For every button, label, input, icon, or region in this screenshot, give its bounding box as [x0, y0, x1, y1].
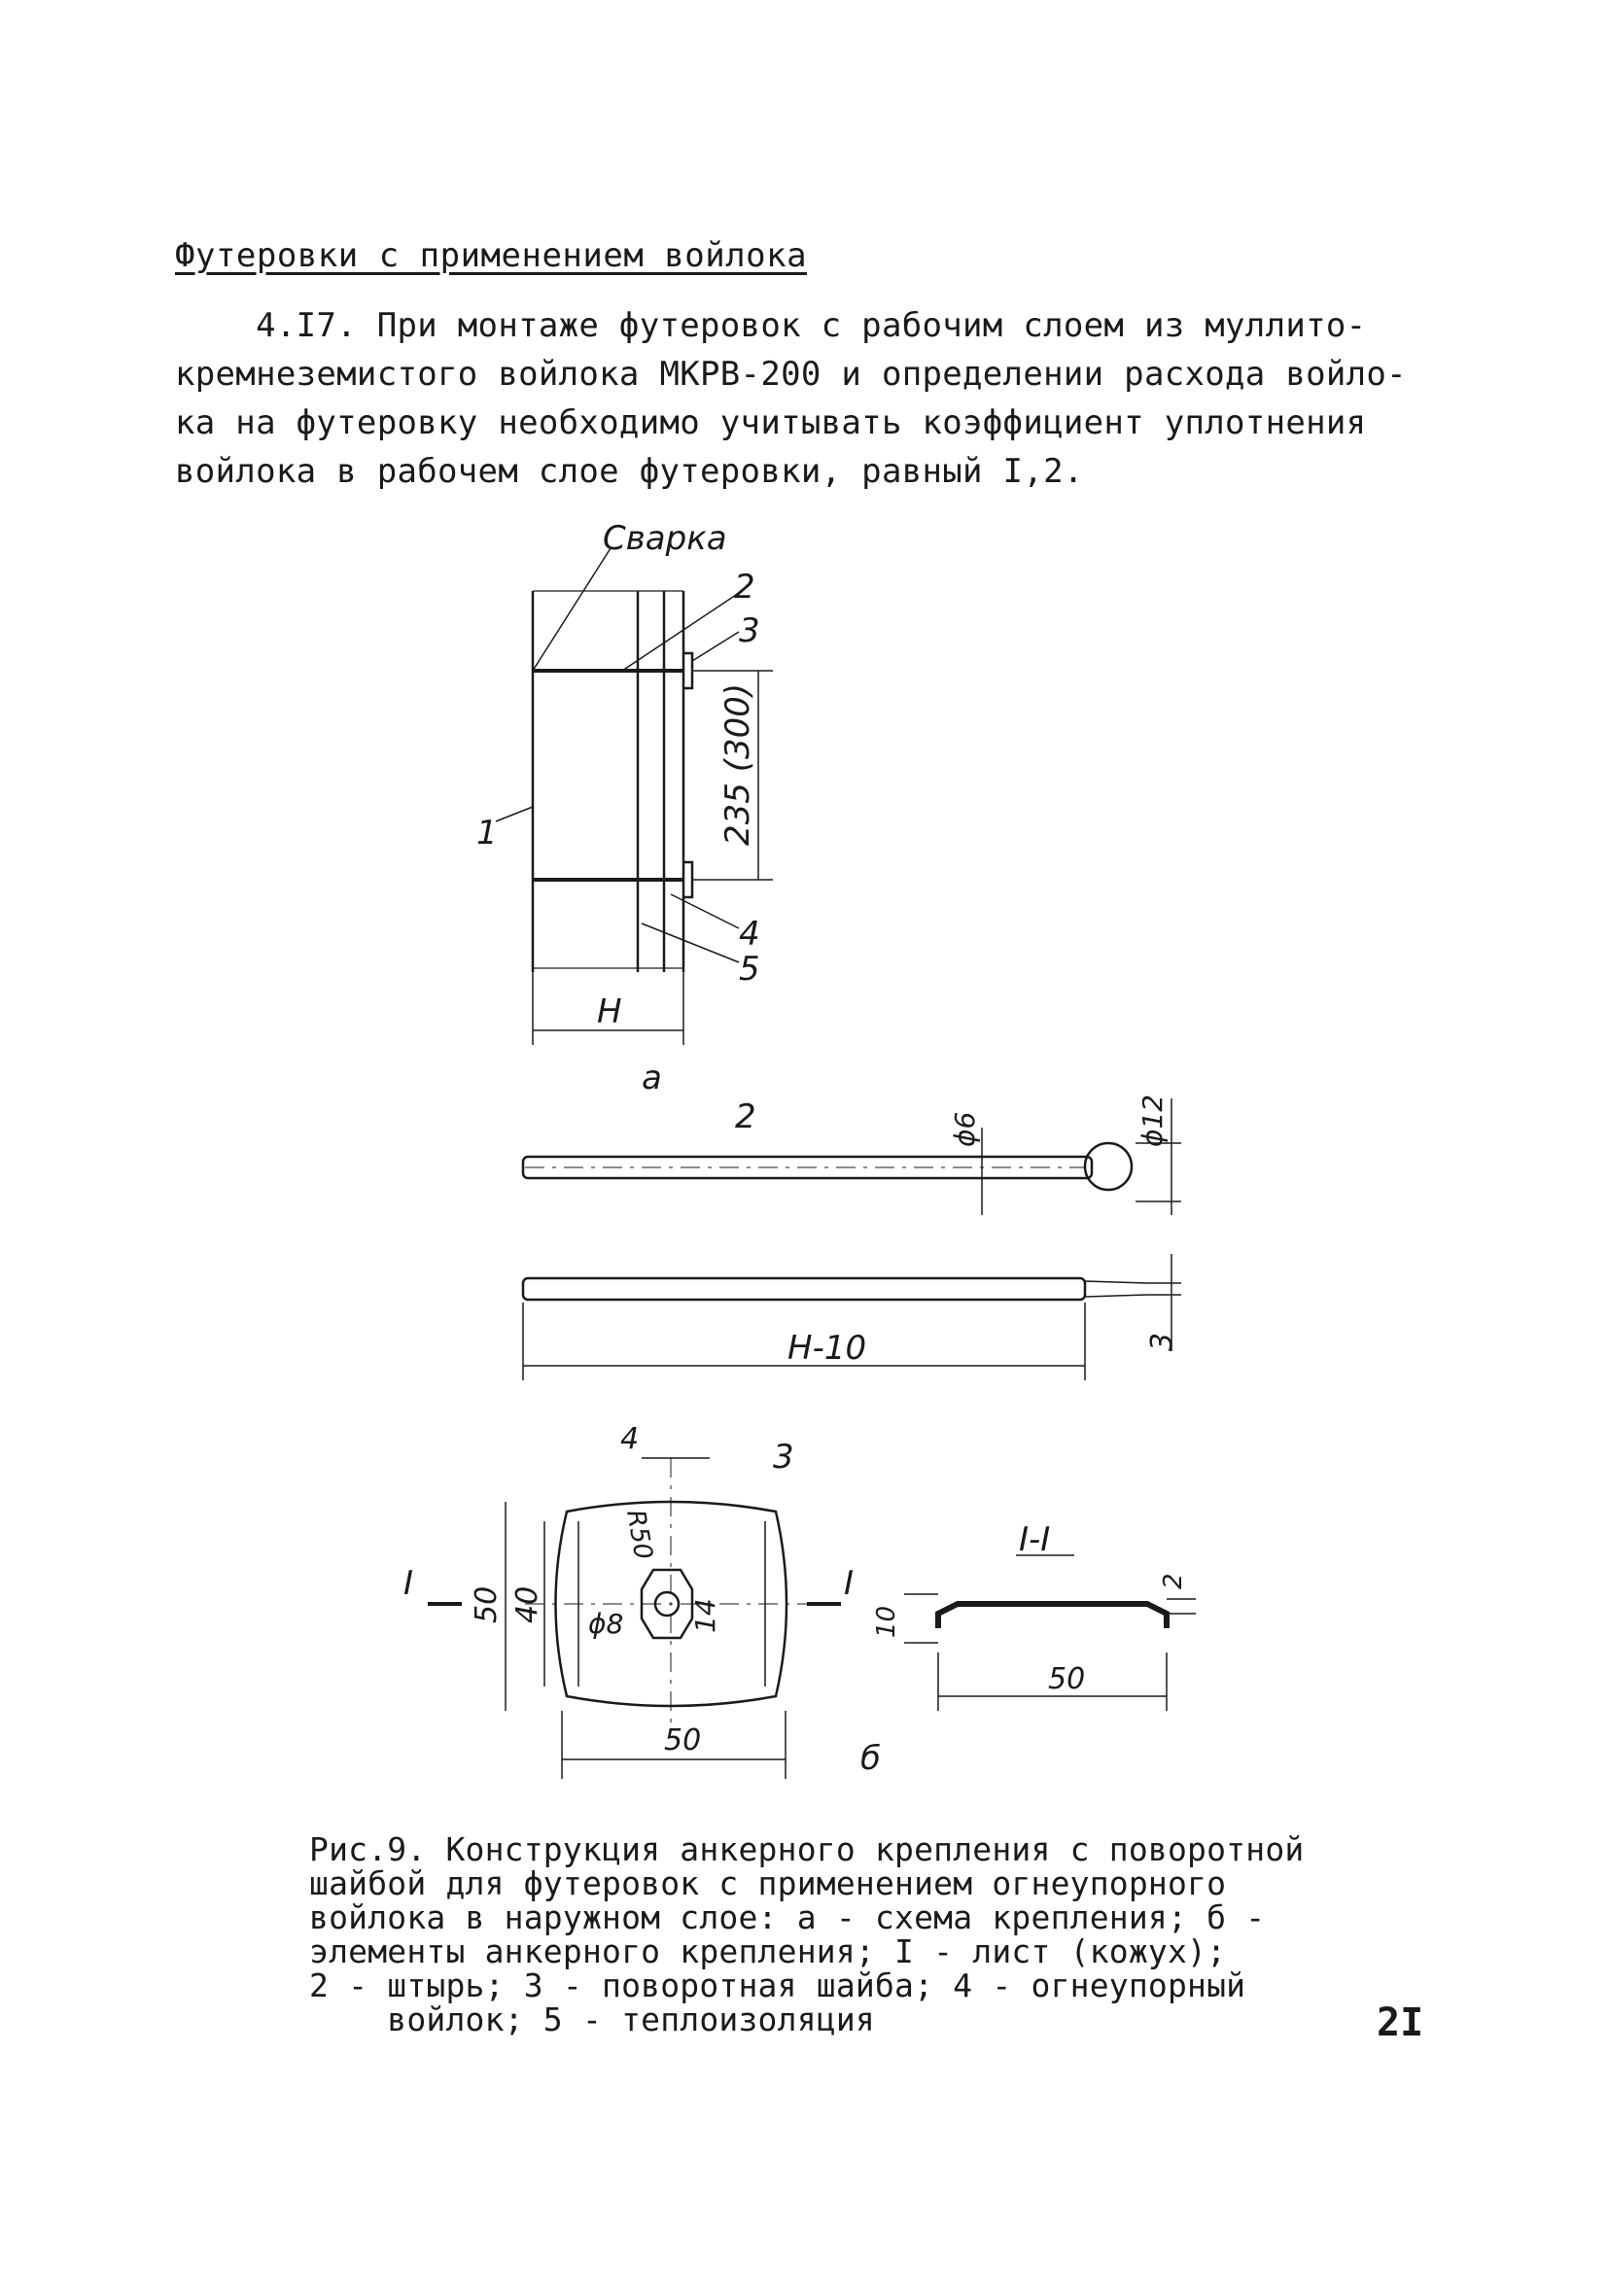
dim-40-vertical: 40	[510, 1585, 544, 1623]
dim-50-horizontal: 50	[664, 1723, 702, 1757]
part-5-label: 5	[739, 950, 760, 989]
dim-4: 4	[620, 1422, 640, 1456]
h10-dimension: H-10	[787, 1329, 867, 1368]
paragraph-line: кремнеземистого войлока МКРВ-200 и определении расхода войло-	[175, 355, 1407, 394]
spacing-dimension: 235 (300)	[718, 682, 757, 846]
caption-line: шайбой для футеровок с применением огнеупорного	[309, 1864, 1227, 1902]
section-dim-10: 10	[872, 1605, 901, 1638]
section-dim-50: 50	[1048, 1662, 1086, 1696]
part-1-label: 1	[476, 814, 498, 852]
washer-label: 3	[773, 1438, 794, 1477]
section-heading: Футеровки с применением войлока	[175, 236, 808, 275]
caption-line: войлока в наружном слое: а - схема крепления; б -	[309, 1898, 1266, 1936]
part-3-label: 3	[739, 611, 760, 650]
section-dim-2: 2	[1159, 1573, 1188, 1589]
d12-dimension: ϕ12	[1136, 1094, 1169, 1147]
weld-label: Сварка	[603, 519, 727, 558]
part-4-label: 4	[739, 915, 760, 954]
d8-dimension: ϕ8	[588, 1608, 624, 1640]
thickness-3-dimension: 3	[1145, 1332, 1179, 1351]
section-mark-right: I	[844, 1564, 855, 1603]
paragraph-line: войлока в рабочем слое футеровки, равный I,2.	[175, 452, 1084, 491]
r50-dimension: R50	[620, 1508, 658, 1562]
pin-top-view	[523, 1098, 1181, 1215]
caption-line: Рис.9. Конструкция анкерного крепления с поворотной	[309, 1830, 1305, 1868]
d6-dimension: ϕ6	[949, 1111, 981, 1147]
caption-line: 2 - штырь; 3 - поворотная шайба; 4 - огнеупорный	[309, 1966, 1246, 2004]
h-dimension: H	[597, 992, 622, 1031]
pin-label: 2	[735, 1097, 756, 1136]
page-number: 2I	[1377, 2000, 1424, 2045]
caption-line: элементы анкерного крепления; I - лист (кожух);	[309, 1932, 1227, 1970]
figure-caption	[309, 1832, 1359, 2036]
view-b-label: б	[860, 1739, 881, 1778]
view-a-label: а	[642, 1059, 662, 1097]
section-mark-left: I	[403, 1564, 414, 1603]
dim-14: 14	[689, 1598, 721, 1633]
part-2-label: 2	[734, 568, 755, 607]
caption-line: войлок; 5 - теплоизоляция	[309, 2000, 875, 2038]
paragraph-line: ка на футеровку необходимо учитывать коэффициент уплотнения	[175, 403, 1367, 442]
paragraph-line: 4.I7. При монтаже футеровок с рабочим слоем из муллито-	[175, 306, 1367, 345]
section-title: I-I	[1019, 1520, 1051, 1559]
dim-50-vertical: 50	[470, 1585, 504, 1623]
